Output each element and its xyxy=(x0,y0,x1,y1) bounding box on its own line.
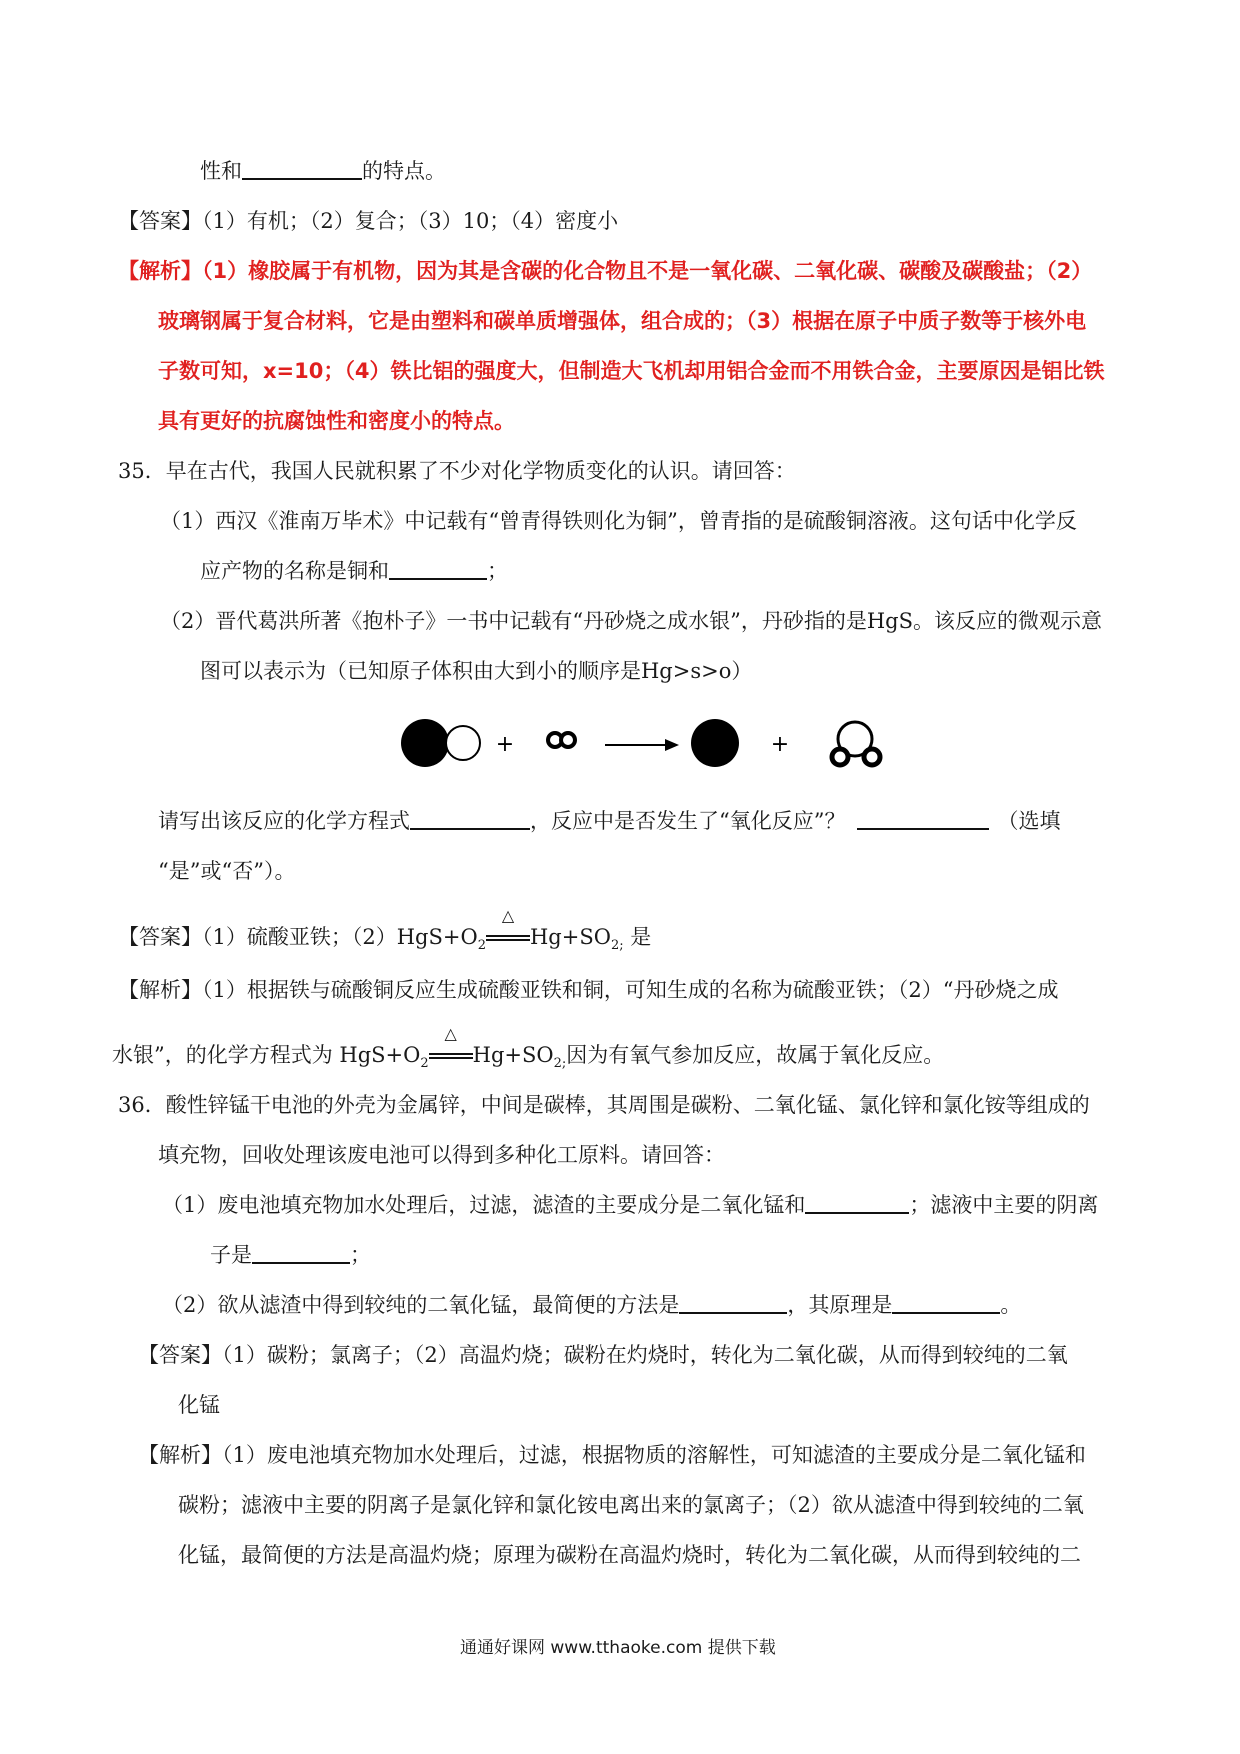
question-part: （2）欲从滤渣中得到较纯的二氧化锰，最简便的方法是 ，其原理是 。 xyxy=(162,1293,1022,1317)
question-part: 应产物的名称是铜和 ； xyxy=(200,559,508,583)
analysis-line: 【解析】（1）橡胶属于有机物，因为其是含碳的化合物且不是一氧化碳、二氧化碳、碳酸及碳酸盐；（2） xyxy=(118,259,1093,283)
question-stem: 36．酸性锌锰干电池的外壳为金属锌，中间是碳棒，其周围是碳粉、二氧化锰、氯化锌和氯化铵等组成的 xyxy=(118,1093,1090,1117)
answer-line: 化锰 xyxy=(178,1393,220,1417)
answer-line: 【答案】（1）碳粉；氯离子；（2）高温灼烧；碳粉在灼烧时，转化为二氧化碳，从而得到较纯的二氧 xyxy=(138,1343,1068,1367)
question-part: 请写出该反应的化学方程式 ，反应中是否发生了“氧化反应”？ （选填 xyxy=(158,809,1061,833)
plus-sign: + xyxy=(770,732,790,757)
analysis-line: 【解析】（1）废电池填充物加水处理后，过滤，根据物质的溶解性，可知滤渣的主要成分是二氧化锰和 xyxy=(138,1443,1086,1467)
question-stem: 35．早在古代，我国人民就积累了不少对化学物质变化的认识。请回答： xyxy=(118,459,796,483)
analysis-line: 【解析】（1）根据铁与硫酸铜反应生成硫酸亚铁和铜，可知生成的名称为硫酸亚铁；（2）“丹砂烧之成 xyxy=(118,978,1059,1002)
answer-blank[interactable] xyxy=(242,158,362,180)
reaction-diagram xyxy=(395,705,915,785)
o-atom xyxy=(561,733,575,747)
question-stem: 填充物，回收处理该废电池可以得到多种化工原料。请回答： xyxy=(158,1143,725,1167)
heat-equals-sign: △ xyxy=(486,928,530,944)
question-part: （1）西汉《淮南万毕术》中记载有“曾青得铁则化为铜”，曾青指的是硫酸铜溶液。这句话中化学反 xyxy=(160,509,1077,533)
question-part: “是”或“否”）。 xyxy=(158,859,296,883)
analysis-line: 具有更好的抗腐蚀性和密度小的特点。 xyxy=(158,409,515,433)
arrow-head xyxy=(665,739,679,751)
answer-blank[interactable] xyxy=(892,1292,1000,1314)
question-part: 子是 ； xyxy=(210,1243,371,1267)
answer-blank[interactable] xyxy=(410,808,530,830)
answer-line: 【答案】（1）硫酸亚铁；$(2)HgS+O_2$ △ $Hg+SO_{2;}$ 是 xyxy=(118,906,652,954)
answer-blank[interactable] xyxy=(805,1192,909,1214)
heat-equals-sign: △ xyxy=(429,1046,473,1062)
hg-atom xyxy=(401,719,449,767)
plus-sign: + xyxy=(495,732,515,757)
analysis-line: 子数可知，x=10；（4）铁比铝的强度大，但制造大飞机却用铝合金而不用铁合金，主要原因是铝比铁 xyxy=(158,359,1105,383)
page-footer: 通通好课网 www.tthaoke.com 提供下载 xyxy=(460,1638,776,1658)
s-atom xyxy=(446,726,480,760)
text-line: 性和 的特点。 xyxy=(200,159,446,183)
answer-blank[interactable] xyxy=(857,808,989,830)
analysis-line: 玻璃钢属于复合材料，它是由塑料和碳单质增强体，组合成的；（3）根据在原子中质子数等于核外电 xyxy=(158,309,1087,333)
answer-blank[interactable] xyxy=(679,1292,787,1314)
hg-atom xyxy=(691,719,739,767)
answer-blank[interactable] xyxy=(252,1242,350,1264)
analysis-line: 碳粉；滤液中主要的阴离子是氯化锌和氯化铵电离出来的氯离子；（2）欲从滤渣中得到较纯的二氧 xyxy=(178,1493,1084,1517)
answer-blank[interactable] xyxy=(389,558,487,580)
o-atom xyxy=(864,749,880,765)
answer-line: 【答案】（1）有机；（2）复合；（3）10；（4）密度小 xyxy=(118,209,619,233)
question-part: 图可以表示为（已知原子体积由大到小的顺序是Hg>s>o） xyxy=(200,659,753,683)
analysis-line: 水银”，的化学方程式为 $HgS+O_2$ △ $Hg+SO_{2;}$因为有氧气参加反应，故属于氧化反应。 xyxy=(112,1024,945,1072)
o-atom xyxy=(832,749,848,765)
question-part: （2）晋代葛洪所著《抱朴子》一书中记载有“丹砂烧之成水银”，丹砂指的是HgS。该反应的微观示意 xyxy=(160,609,1102,633)
analysis-line: 化锰，最简便的方法是高温灼烧；原理为碳粉在高温灼烧时，转化为二氧化碳，从而得到较纯的二 xyxy=(178,1543,1081,1567)
question-part: （1）废电池填充物加水处理后，过滤，滤渣的主要成分是二氧化锰和 ；滤液中主要的阴离 xyxy=(162,1193,1099,1217)
